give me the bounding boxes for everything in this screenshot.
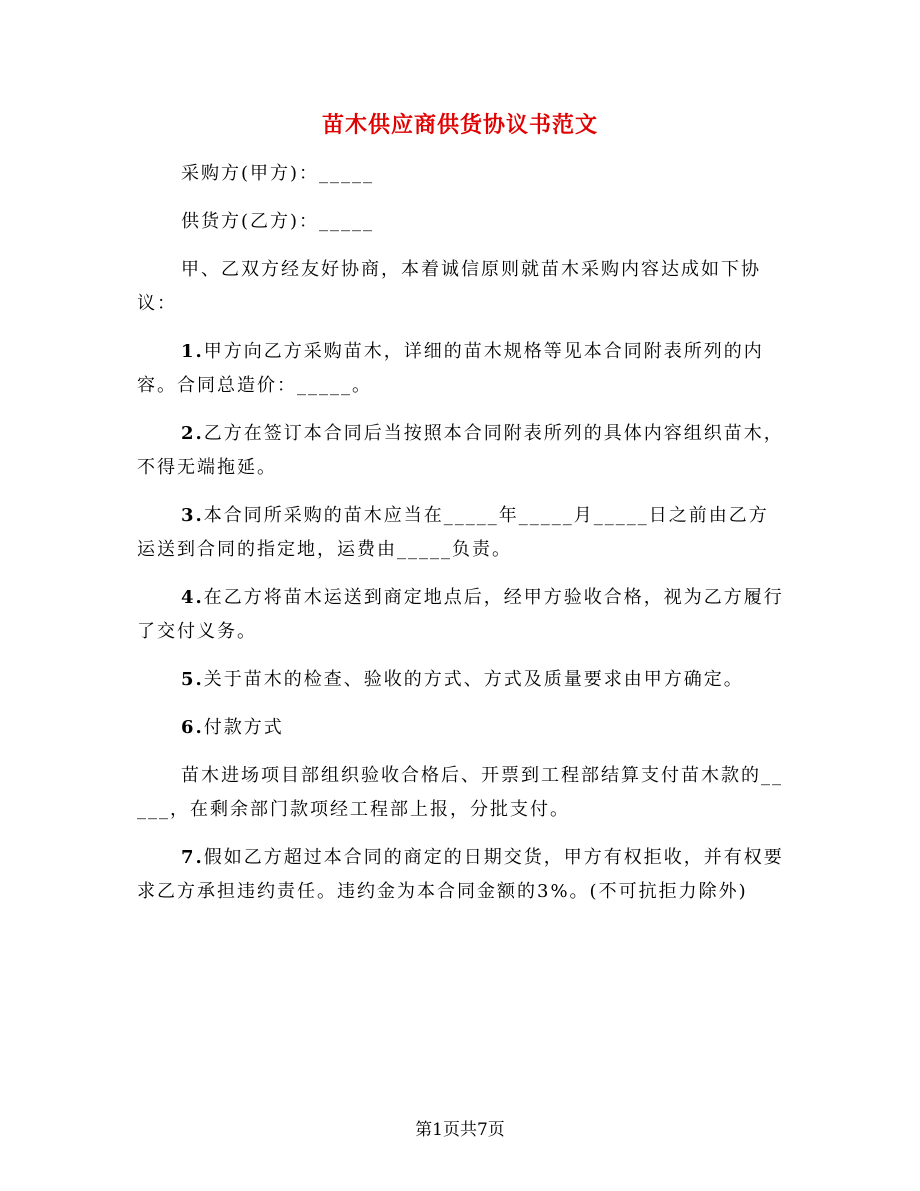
clause-6: [137, 711, 787, 745]
clause-3: [137, 499, 787, 567]
clause-7: [137, 841, 787, 909]
paragraph-text: 甲方向乙方采购苗木，详细的苗木规格等见本合同附表所列的内容。合同总造价：_____。: [137, 341, 764, 396]
paragraph-text: 关于苗木的检查、验收的方式、方式及质量要求由甲方确定。: [203, 669, 744, 690]
clause-1: [137, 335, 787, 403]
paragraph-text: 假如乙方超过本合同的商定的日期交货，甲方有权拒收，并有权要求乙方承担违约责任。违约金为本合同金额的3%。(不可抗拒力除外): [137, 847, 784, 902]
document-body: [137, 157, 787, 923]
clause-number: 5.: [181, 669, 204, 690]
clause-number: 6.: [181, 717, 204, 738]
paragraph-payment: [137, 759, 787, 827]
clause-number: 4.: [181, 587, 204, 608]
paragraph-text: 在乙方将苗木运送到商定地点后，经甲方验收合格，视为乙方履行了交付义务。: [137, 587, 784, 642]
paragraph-supplier: [137, 205, 787, 239]
paragraph-text: 乙方在签订本合同后当按照本合同附表所列的具体内容组织苗木，不得无端拖延。: [137, 423, 784, 478]
paragraph-text: 采购方(甲方)：_____: [181, 163, 375, 184]
paragraph-buyer: [137, 157, 787, 191]
clause-number: 1.: [181, 341, 204, 362]
clause-2: [137, 417, 787, 485]
clause-number: 7.: [181, 847, 204, 868]
paragraph-text: 供货方(乙方)：_____: [181, 211, 375, 232]
clause-4: [137, 581, 787, 649]
clause-number: 2.: [181, 423, 204, 444]
paragraph-intro: [137, 253, 787, 321]
paragraph-text: 付款方式: [203, 717, 284, 738]
clause-number: 3.: [181, 505, 204, 526]
page-title: 苗木供应商供货协议书范文: [321, 112, 598, 138]
paragraph-text: 甲、乙双方经友好协商，本着诚信原则就苗木采购内容达成如下协议：: [137, 259, 761, 314]
paragraph-text: 苗木进场项目部组织验收合格后、开票到工程部结算支付苗木款的_____，在剩余部门款项经工程部上报，分批支付。: [137, 765, 783, 820]
clause-5: [137, 663, 787, 697]
page-number: 第1页共7页: [415, 1120, 505, 1140]
paragraph-text: 本合同所采购的苗木应当在_____年_____月_____日之前由乙方运送到合同的指定地，运费由_____负责。: [137, 505, 769, 560]
